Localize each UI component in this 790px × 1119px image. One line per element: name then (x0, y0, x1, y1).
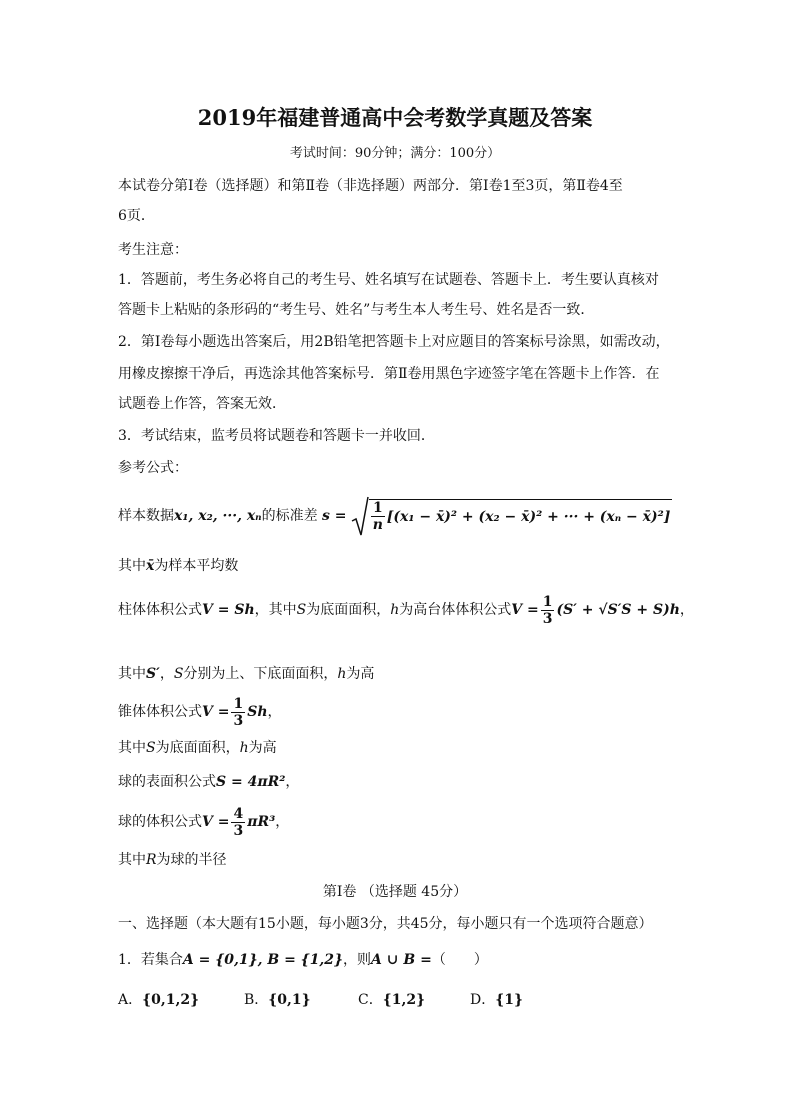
question-1-options (118, 990, 678, 1010)
q1-union: A ∪ B = (371, 952, 432, 968)
std-dev-formula-line (118, 494, 672, 538)
option-d[interactable]: D．{1} (470, 992, 523, 1008)
std-dev-lhs: s = (322, 508, 347, 524)
std-dev-mid: 的标准差 (261, 508, 318, 524)
cone-fraction: $\frac{1}{3}$ (233, 695, 244, 729)
sphere-area-formula: S = 4πR² (216, 774, 286, 790)
option-b[interactable]: B．{0,1} (244, 992, 311, 1008)
mean-symbol: x̄ (146, 558, 155, 574)
sphere-area-line: 球的表面积公式S = 4πR²， (118, 774, 300, 790)
part-heading: 一、选择题（本大题有15小题，每小题3分，共45分，每小题只有一个选项符合题意） (118, 916, 653, 932)
question-1: 1．若集合A = {0,1}, B = {1,2}，则A ∪ B =（ ） (118, 952, 488, 968)
exam-info: 考试时间：90分钟；满分：100分） (289, 146, 501, 161)
intro-line-1: 本试卷分第Ⅰ卷（选择题）和第Ⅱ卷（非选择题）两部分．第Ⅰ卷1至3页，第Ⅱ卷4至 (118, 178, 623, 194)
notice-1-line-1: 1．答题前，考生务必将自己的考生号、姓名填写在试题卷、答题卡上．考生要认真核对 (118, 272, 659, 288)
q1-sets: A = {0,1}, B = {1,2} (182, 952, 344, 968)
notice-2-line-2: 用橡皮擦擦干净后，再选涂其他答案标号．第Ⅱ卷用黑色字迹签字笔在答题卡上作答．在 (118, 366, 660, 382)
formula-heading: 参考公式： (118, 460, 188, 476)
notice-1-line-2: 答题卡上粘贴的条形码的“考生号、姓名”与考生本人考生号、姓名是否一致． (118, 302, 595, 318)
prism-formula: V = Sh (202, 602, 255, 618)
std-dev-body: [(x₁ − x̄)² + (x₂ − x̄)² + ··· + (xₙ − x̄)²] (386, 508, 671, 525)
sphere-volume-line: 球的体积公式V = $\frac{4}{3}$ πR³， (118, 805, 290, 839)
option-a[interactable]: A．{0,1,2} (118, 992, 200, 1008)
frustum-note: 其中S′，S分别为上、下底面面积，h为高 (118, 666, 375, 682)
cone-formula-line: 锥体体积公式V = $\frac{1}{3}$ Sh， (118, 695, 282, 729)
document-title: 2019年福建普通高中会考数学真题及答案 (197, 105, 593, 130)
cone-note: 其中S为底面面积，h为高 (118, 740, 277, 756)
radius-note: 其中R为球的半径 (118, 852, 227, 868)
notice-3: 3．考试结束，监考员将试题卷和答题卡一并收回． (118, 428, 435, 444)
frustum-formula: (S′ + √S′S + S)h (556, 602, 680, 618)
sphere-volume-fraction: $\frac{4}{3}$ (233, 805, 244, 839)
std-dev-prefix: 样本数据 (118, 508, 174, 524)
mean-note: 其中x̄为样本平均数 (118, 558, 239, 574)
section-title: 第Ⅰ卷 （选择题 45分） (322, 884, 468, 900)
std-dev-vars: x₁, x₂, ···, xₙ (174, 508, 262, 524)
frustum-fraction: $\frac{1}{3}$ (542, 593, 553, 627)
notice-2-line-1: 2．第Ⅰ卷每小题选出答案后，用2B铅笔把答题卡上对应题目的答案标号涂黑，如需改动， (118, 334, 670, 350)
sqrt-sign-icon (351, 495, 369, 537)
std-dev-fraction: $\frac{1}{n}$ (372, 500, 383, 533)
option-c[interactable]: C．{1,2} (358, 992, 426, 1008)
notice-2-line-3: 试题卷上作答，答案无效． (118, 396, 286, 412)
notice-heading: 考生注意： (118, 242, 188, 258)
prism-frustum-line: 柱体体积公式V = Sh，其中S为底面面积，h为高台体体积公式V = $\frac{1}{3}$ (S′ + √S′S + S)h， (118, 593, 694, 627)
intro-line-2: 6页． (118, 208, 155, 224)
std-dev-sqrt (351, 494, 672, 538)
